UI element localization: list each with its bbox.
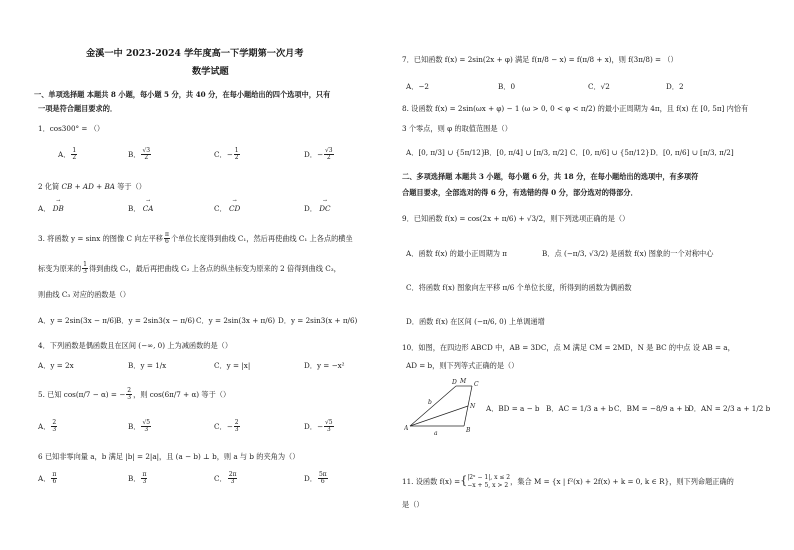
q10-option-a: A．BD = a − b xyxy=(486,404,540,413)
label-vec-b: b xyxy=(428,399,432,406)
section1-heading: 一、单项选择题 本题共 8 小题，每小题 5 分，共 40 分，在每小题给出的四个选项中，只有 xyxy=(34,90,331,99)
q9-option-d: D．函数 f(x) 在区间 (−π/6, 0) 上单调递增 xyxy=(406,317,545,326)
q4-option-a: A．y = 2x xyxy=(38,361,74,370)
label-b: B xyxy=(466,427,471,434)
question-3-line2: 标变为原来的 $\frac{1}{3}$ 得到曲线 C₂，最后再把曲线 C₂ 上各点的纵坐标变为原来的 2 倍得到曲线 C₃， xyxy=(38,261,341,276)
quadrilateral-figure xyxy=(404,378,484,438)
q9-option-a: A．函数 f(x) 的最小正周期为 π xyxy=(406,249,507,258)
question-2: 2 化简 CB + AD + BA 等于（） xyxy=(38,182,146,191)
question-8-cont: 3 个零点，则 φ 的取值范围是（） xyxy=(402,124,512,133)
q7-option-d: D．2 xyxy=(666,82,684,91)
q3-option-c: C．y = 2sin(3x + π/6) xyxy=(196,316,276,325)
question-3-line3: 则曲线 C₃ 对应的函数是（） xyxy=(38,290,131,299)
label-c: C xyxy=(474,381,479,388)
edge-ad xyxy=(410,386,456,426)
q5-option-a: A． $\frac{2}{3}$ xyxy=(38,419,57,434)
q7-option-c: C．√2 xyxy=(588,82,610,91)
question-10: 10．如图，在四边形 ABCD 中，AB = 3DC，点 M 满足 CM = 2MD，N 是 BC 的中点 设 AB = a， xyxy=(402,343,735,352)
section2-heading: 二、多项选择题 本题共 3 小题，每小题 6 分，共 18 分，在每小题给出的选项中，有多项符 xyxy=(402,172,699,181)
q8-option-d: D．[0, π/6] ∪ [π/3, π/2] xyxy=(650,148,734,157)
q1-option-d: D．− $\frac{√3}{2}$ xyxy=(304,147,333,162)
label-d: D xyxy=(452,379,457,386)
q1-option-b: B． $\frac{√3}{2}$ xyxy=(128,147,151,162)
q3-option-a: A．y = 2sin(3x − π/6) xyxy=(38,316,117,325)
q1-option-a: A． $\frac{1}{2}$ xyxy=(58,147,77,162)
label-m: M xyxy=(460,378,467,385)
q10-option-d: D．AN = 2/3 a + 1/2 b xyxy=(688,404,771,413)
label-vec-a: a xyxy=(434,430,438,437)
q6-option-b: B． $\frac{\pi}{3}$ xyxy=(128,471,147,486)
q2-option-c: C． → CD xyxy=(214,204,240,213)
page-title: 金溪一中 2023-2024 学年度高一下学期第一次月考 xyxy=(86,48,304,59)
q4-option-b: B．y = 1/x xyxy=(128,361,167,370)
q8-option-b: B．[0, π/4] ∪ [π/3, π/2] xyxy=(484,148,568,157)
section1-heading-cont: 一项是符合题目要求的． xyxy=(38,104,118,113)
q5-option-d: D．− $\frac{√5}{3}$ xyxy=(304,419,333,434)
q2-option-d: D． → DC xyxy=(304,204,331,213)
q1-option-c: C．− $\frac{1}{2}$ xyxy=(214,147,239,162)
q10-option-c: C．BM = −8/9 a + b xyxy=(614,404,690,413)
q6-option-d: D． $\frac{5\pi}{6}$ xyxy=(304,471,327,486)
question-3-line1: 3. 将函数 y = sinx 的图像 C 向左平移 $\frac{\pi}{6}$ 个单位长度得到曲线 C₁，然后再使曲线 C₁ 上各点的横坐 xyxy=(38,231,353,246)
q8-option-a: A．[0, π/3] ∪ {5π/12} xyxy=(406,148,486,157)
q7-option-b: B．0 xyxy=(498,82,516,91)
question-7: 7．已知函数 f(x) = 2sin(2x + φ) 满足 f(π/8 − x) = f(π/8 + x)，则 f(3π/8) = （） xyxy=(402,55,678,64)
label-a: A xyxy=(404,425,409,432)
question-11-cont: 是（） xyxy=(402,500,424,509)
q9-option-c: C．将函数 f(x) 图象向左平移 π/6 个单位长度，所得到的函数为偶函数 xyxy=(406,283,632,292)
q4-option-d: D．y = −x² xyxy=(304,361,345,370)
q2-option-a: A． → DB xyxy=(38,204,64,213)
question-1: 1．cos300° = （） xyxy=(38,124,105,133)
section2-heading-cont: 合题目要求，全部选对的得 6 分，有选错的得 0 分，部分选对的得部分． xyxy=(402,188,638,197)
q5-option-c: C．− $\frac{2}{3}$ xyxy=(214,419,239,434)
q9-option-b: B．点 (−π/3, √3/2) 是函数 f(x) 图象的一个对称中心 xyxy=(542,249,714,258)
segment-an xyxy=(410,406,468,426)
q10-option-b: B．AC = 1/3 a + b xyxy=(546,404,614,413)
question-10-cont: AD = b，则下列等式正确的是（） xyxy=(406,361,519,370)
q6-option-c: C． $\frac{2\pi}{3}$ xyxy=(214,471,237,486)
q6-option-a: A． $\frac{\pi}{6}$ xyxy=(38,471,57,486)
q8-option-c: C．[0, π/6] ∪ {5π/12} xyxy=(570,148,650,157)
label-n: N xyxy=(470,403,476,410)
q3-option-b: B．y = 2sin3(x − π/6) xyxy=(116,316,195,325)
question-5: 5. 已知 cos(π/7 − α) = − $\frac{2}{3}$ ，则 cos(6π/7 + α) 等于（） xyxy=(38,387,231,402)
q5-option-b: B． $\frac{√5}{3}$ xyxy=(128,419,151,434)
q2-option-b: B． → CA xyxy=(128,204,153,213)
question-8: 8. 设函数 f(x) = 2sin(ωx + φ) − 1 (ω > 0, 0 < φ < π/2) 的最小正周期为 4π，且 f(x) 在 [0, 5π] 内恰有 xyxy=(402,104,749,113)
question-11: 11. 设函数 f(x) ={ |2ˣ − 1|, x ≤ 2 −x + 5, x > 2 ，集合 M = {x | f²(x) + 2f(x) + k = 0, k ∈ R}，则下列命题正确的 xyxy=(402,474,734,489)
question-9: 9．已知函数 f(x) = cos(2x + π/6) + √3/2，则下列选项正确的是（） xyxy=(402,214,630,223)
q4-option-c: C．y = |x| xyxy=(214,361,251,370)
q3-option-d: D．y = 2sin3(x + π/6) xyxy=(278,316,358,325)
question-4: 4．下列函数是偶函数且在区间 (−∞, 0) 上为减函数的是（） xyxy=(38,341,233,350)
page-subtitle: 数学试题 xyxy=(192,66,229,77)
q7-option-a: A．−2 xyxy=(406,82,429,91)
question-6: 6 已知非零向量 a，b 满足 |b| = 2|a|，且 (a − b) ⊥ b，则 a 与 b 的夹角为（） xyxy=(38,452,300,461)
